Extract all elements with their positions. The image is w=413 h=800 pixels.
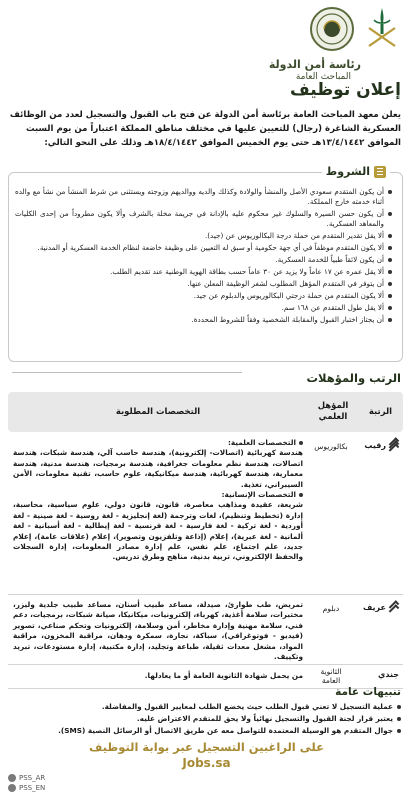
condition-item: ألا يقل عمره عن ١٧ عاماً ولا يزيد عن ٣٠ عاماً حسب بطاقة الهوية الوطنية عند تقديم الطلب. — [15, 267, 392, 277]
saudi-emblem-icon — [365, 6, 399, 50]
corporal-chevron-icon — [389, 602, 399, 612]
condition-item: أن يجتاز اختبار القبول والمقابلة الشخصية وفقاً للشروط المحددة. — [15, 315, 392, 325]
specialty-heading: التخصصات الإنسانية: — [13, 490, 303, 500]
qualification-cell: الثانوية العامة — [320, 667, 342, 685]
column-header-qualification: المؤهل العلمي — [317, 401, 349, 422]
sergeant-chevron-icon — [389, 440, 399, 450]
note-item: عملية التسجيل لا تعني قبول الطلب حيث يخضع الطلب لمعايير القبول والمفاضلة. — [11, 702, 401, 712]
notes-heading: تنبيهات عامة — [335, 686, 401, 698]
specialties-cell — [13, 600, 303, 662]
divider — [12, 372, 242, 373]
brand-subtitle: المباحث العامة — [295, 72, 351, 82]
condition-item: ألا يكون المتقدم من حملة درجتي البكالوريوس والدبلوم عن جيد. — [15, 291, 392, 301]
condition-item: أن يكون حسن السيرة والسلوك غير محكوم عليه بالإدانة في جريمة مخلة بالشرف وألا يكون مطروداً من إحدى الكليات والمعاهد العسكرية. — [15, 209, 392, 229]
page-title: إعلان توظيف — [289, 80, 401, 100]
brand-title: رئاسة أمن الدولة — [268, 58, 361, 71]
rank-cell — [364, 440, 399, 450]
condition-item: أن يكون المتقدم سعودي الأصل والمنشأ والولادة وكذلك والديه ووالديهم وزوجته ويستثنى من شرط المنشأ من نشأ مع والده أثناء خدمته خارج المملكة. — [15, 187, 392, 207]
brand-block — [259, 6, 399, 82]
social-handle-en[interactable] — [8, 784, 45, 792]
ranks-heading: الرتب والمؤهلات — [306, 371, 401, 385]
specialty-text: من يحمل شهادة الثانوية العامة أو ما يعادلها. — [144, 671, 303, 680]
conditions-header — [322, 165, 390, 178]
notes-list — [11, 702, 401, 738]
qualification-cell: بكالوريوس — [314, 442, 348, 451]
twitter-icon — [8, 784, 16, 792]
specialty-text: تمريض، طب طوارئ، صيدلة، مساعد طبيب أسنان، مساعد طبيب جلدية وليزر، مختبرات، سلامة أغذية، كهرباء، إلكترونيات، ميكانيكا، صيانة شبكات، برمجيات، دعم فني، سلامة مهنية وإدارة مخاطر، أمن وسلامة، إلكترونيات وتحكم صناعي، تصوير (فيديو - فوتوغرافي)، سباكة، نجارة، سمكرة ودهان، مراقبة المخزون، مراقبة المواد، مشغل معدات ثقيلة، طباعة وتجليد، إدارة مكتبية، إدارة مستودعات، تبريد وتكييف. — [13, 600, 303, 662]
rank-label: عريف — [363, 602, 386, 612]
note-item: يعتبر قرار لجنة القبول والتسجيل نهائياً ولا يحق للمتقدم الاعتراض عليه. — [11, 714, 401, 724]
table-header — [8, 392, 403, 432]
handle-label: PSS_EN — [19, 784, 46, 792]
condition-item: ألا يكون المتقدم موظفاً في أي جهة حكومية أو سبق له التعيين على وظيفة خاضعة لنظام الخدمة العسكرية أو المدنية. — [15, 243, 392, 253]
specialties-cell — [13, 671, 303, 681]
rank-label: رقيب — [364, 440, 386, 450]
conditions-heading: الشروط — [325, 165, 370, 178]
conditions-box — [8, 165, 403, 362]
condition-item: ألا يقل طول المتقدم عن ١٦٨ سم. — [15, 303, 392, 313]
column-header-specialties: التخصصات المطلوبة — [115, 406, 201, 417]
conditions-list — [9, 173, 402, 325]
intro-paragraph: يعلن معهد المباحث العامة برئاسة أمن الدولة عن فتح باب القبول والتسجيل لعدد من الوظائف العسكرية الشاغرة (رجال) للتعيين عليها في مختلف مناطق المملكة اعتباراً من يوم السبت الموافق ١٣/٤/١٤٤٢هـ حتى يوم الخميس الموافق ١٨/٤/١٤٤٢هـ وذلك على النحو التالي: — [9, 110, 401, 148]
column-header-rank: الرتبة — [368, 406, 393, 417]
qualification-cell: دبلوم — [322, 604, 340, 613]
list-icon — [374, 166, 386, 178]
twitter-icon — [8, 774, 16, 782]
social-handles — [8, 772, 45, 792]
rank-cell — [378, 670, 399, 679]
jobs-site-link[interactable]: Jobs.sa — [182, 756, 231, 770]
social-handle-ar[interactable] — [8, 774, 45, 782]
rank-cell — [363, 602, 399, 612]
specialty-text: شريعة، عقيدة ومذاهب معاصرة، قانون، قانون دولي، علوم سياسية، محاسبة، إدارة (تخطيط وتنظيم)، لغات وترجمة (لغة إنجليزية - لغة روسية - لغة صينية - لغة أوردية - لغة تركية - لغة فارسية - لغة فرنسية - لغة إيطالية - لغة أسبانية - لغة ألمانية - لغة عبرية)، إعلام (إذاعة وتلفزيون وتصوير)، إعلام (علاقات عامة)، إعلام جديد، علم اجتماع، علم نفس، علم إدارة مصادر المعلومات، إدارة السجلات والحفظ الإلكتروني، تربية بدنية، مناهج وطرق تدريس. — [13, 500, 303, 562]
condition-item: أن يكون لائقاً طبياً للخدمة العسكرية. — [15, 255, 392, 265]
condition-item: ألا يقل تقدير المتقدم من حملة درجة البكالوريوس عن (جيد). — [15, 231, 392, 241]
call-to-action: على الراغبين التسجيل عبر بوابة التوظيف — [89, 740, 324, 754]
specialties-cell — [13, 438, 303, 563]
header — [0, 0, 413, 80]
state-security-seal-icon — [309, 6, 355, 52]
condition-item: أن يتوفر في المتقدم المؤهل المطلوب لشغر الوظيفة المعلن عنها. — [15, 279, 392, 289]
specialty-text: هندسة كهربائية (اتصالات- إلكترونية)، هندسة حاسب آلي، هندسة شبكات، هندسة اتصالات، هندسة نظم معلومات جغرافية، هندسة برمجيات، هندسة مدنية، هندسة معمارية، هندسة كهربائية، هندسة ميكانيكية، علوم حاسب، تقنية معلومات، الأمن السيبراني، تغذية. — [13, 448, 303, 489]
note-item: جوال المتقدم هو الوسيلة المعتمدة للتواصل معه عن طريق الاتصال أو الرسائل النصية (SMS). — [11, 726, 401, 736]
specialty-heading: التخصصات العلمية: — [13, 438, 303, 448]
rank-label: جندي — [378, 670, 399, 679]
handle-label: PSS_AR — [19, 774, 46, 782]
table-row — [8, 434, 403, 595]
table-row — [8, 596, 403, 665]
